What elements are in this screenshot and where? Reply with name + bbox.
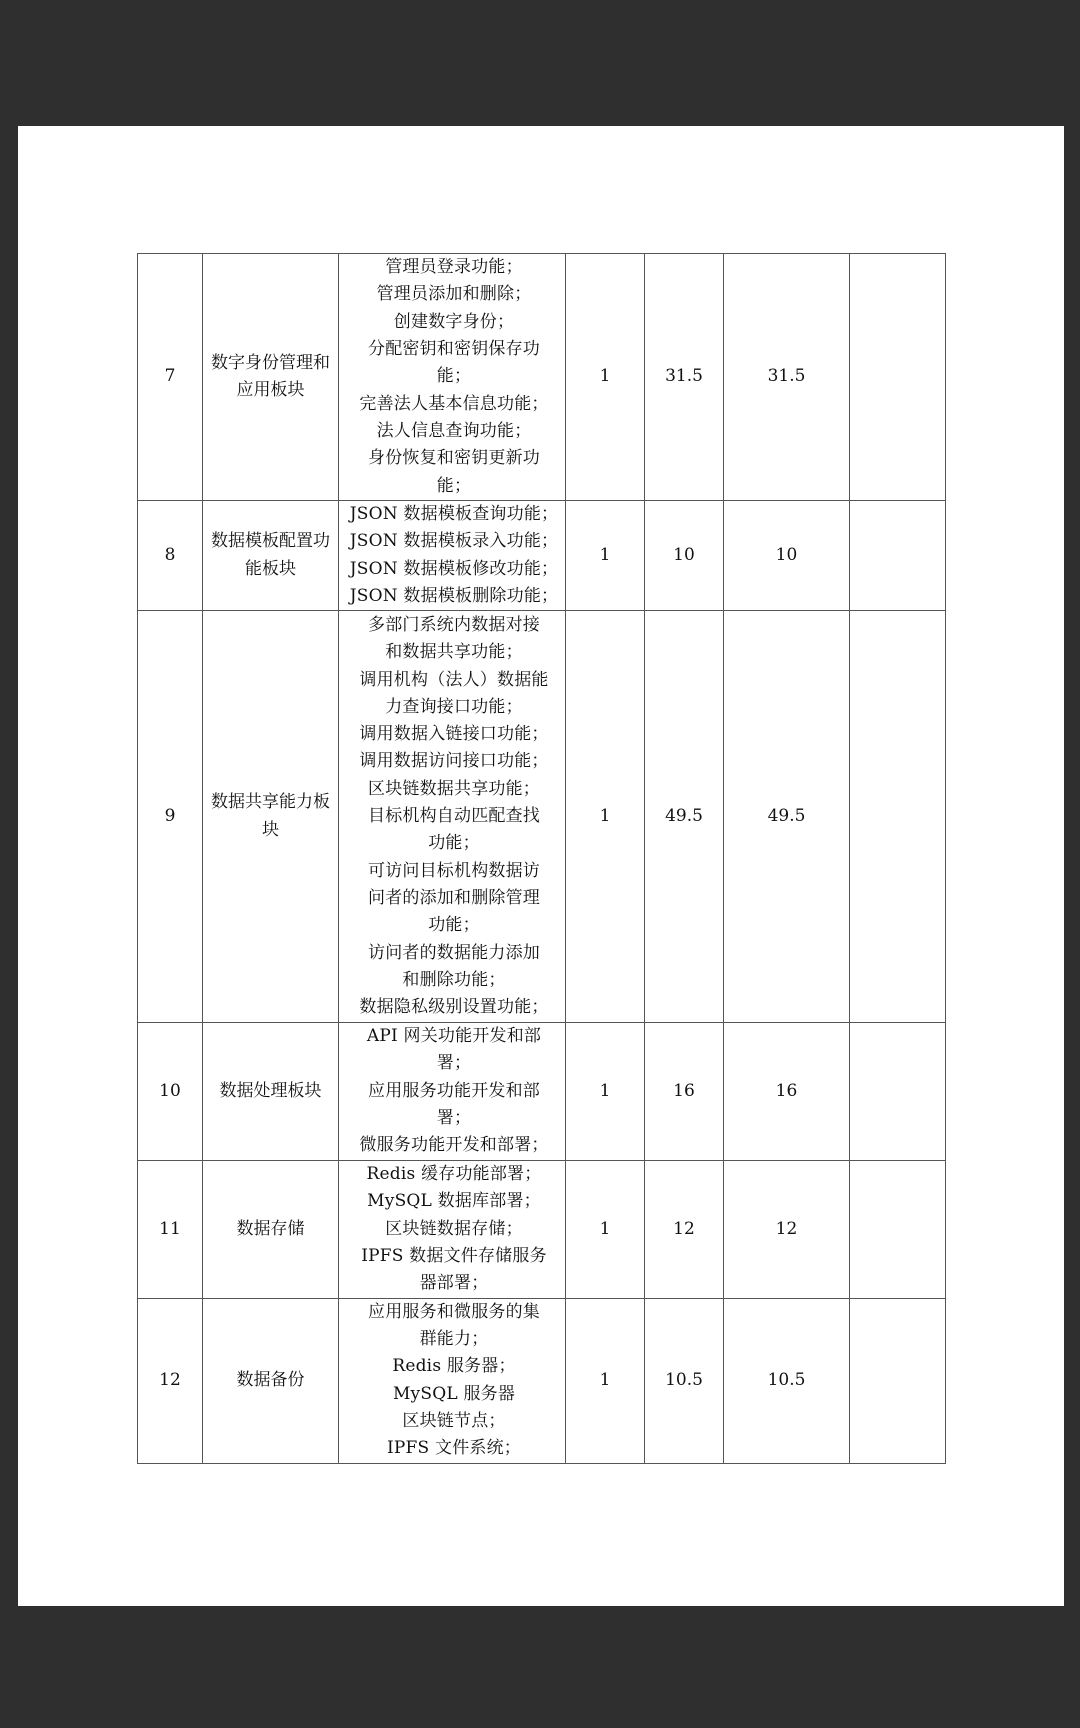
function-line: 器部署； — [419, 1273, 489, 1294]
function-line: 问者的添加和删除管理 — [368, 887, 540, 908]
function-line: JSON 数据模板查询功能； — [349, 504, 559, 524]
total-price: 12 — [724, 1160, 850, 1298]
unit-price: 31.5 — [645, 254, 724, 501]
items-table — [137, 253, 946, 1464]
table-row — [138, 254, 946, 501]
row-number: 7 — [138, 254, 203, 501]
table-row — [138, 611, 946, 1023]
function-line: 目标机构自动匹配查找 — [368, 806, 540, 827]
module-name: 数据共享能力板块 — [203, 611, 339, 1023]
table-row — [138, 1160, 946, 1298]
function-line: 署； — [436, 1053, 472, 1074]
quantity: 1 — [566, 611, 645, 1023]
function-line: 身份恢复和密钥更新功 — [368, 448, 540, 469]
function-line: 法人信息查询功能； — [376, 420, 532, 441]
module-functions — [339, 501, 566, 611]
table-row — [138, 501, 946, 611]
module-functions — [339, 254, 566, 501]
function-line: Redis 服务器； — [392, 1356, 516, 1377]
remark — [850, 611, 946, 1023]
function-line: 管理员登录功能； — [385, 257, 523, 278]
function-line: 区块链节点； — [402, 1410, 506, 1431]
quantity: 1 — [566, 501, 645, 611]
table-row — [138, 1023, 946, 1160]
function-line: 分配密钥和密钥保存功 — [368, 339, 540, 360]
quantity: 1 — [566, 1023, 645, 1160]
function-line: JSON 数据模板修改功能； — [349, 558, 559, 579]
function-line: 能； — [436, 475, 472, 496]
function-line: 应用服务功能开发和部 — [368, 1080, 540, 1101]
table-row — [138, 1298, 946, 1463]
row-number: 10 — [138, 1023, 203, 1160]
function-line: 能； — [436, 366, 472, 387]
module-functions — [339, 1298, 566, 1463]
module-functions — [339, 611, 566, 1023]
function-line: 功能； — [428, 833, 480, 854]
function-line: 可访问目标机构数据访 — [368, 860, 540, 881]
document-page — [18, 126, 1064, 1606]
module-name: 数据处理板块 — [203, 1023, 339, 1160]
function-line: JSON 数据模板删除功能； — [349, 585, 559, 606]
total-price: 10 — [724, 501, 850, 611]
function-line: 和删除功能； — [402, 969, 506, 990]
function-line: 调用数据访问接口功能； — [359, 751, 549, 772]
function-line: API 网关功能开发和部 — [366, 1026, 542, 1047]
remark — [850, 1023, 946, 1160]
remark — [850, 254, 946, 501]
module-name: 数据备份 — [203, 1298, 339, 1463]
function-line: 区块链数据存储； — [385, 1218, 523, 1239]
module-name: 数据模板配置功能板块 — [203, 501, 339, 611]
unit-price: 16 — [645, 1023, 724, 1160]
unit-price: 12 — [645, 1160, 724, 1298]
function-line: 数据隐私级别设置功能； — [359, 997, 549, 1018]
remark — [850, 1160, 946, 1298]
function-line: JSON 数据模板录入功能； — [349, 531, 559, 552]
function-line: 完善法人基本信息功能； — [359, 393, 549, 414]
function-line: 调用数据入链接口功能； — [359, 724, 549, 745]
function-line: 和数据共享功能； — [385, 642, 523, 663]
function-line: MySQL 服务器 — [392, 1383, 516, 1404]
function-line: 群能力； — [419, 1329, 489, 1350]
module-functions — [339, 1160, 566, 1298]
row-number: 8 — [138, 501, 203, 611]
remark — [850, 501, 946, 611]
function-line: 功能； — [428, 915, 480, 936]
function-line: 署； — [436, 1108, 472, 1129]
function-line: 力查询接口功能； — [385, 696, 523, 717]
function-line: IPFS 文件系统； — [387, 1438, 521, 1459]
module-functions — [339, 1023, 566, 1160]
function-line: Redis 缓存功能部署； — [366, 1163, 542, 1184]
function-line: MySQL 数据库部署； — [367, 1191, 541, 1212]
row-number: 9 — [138, 611, 203, 1023]
total-price: 16 — [724, 1023, 850, 1160]
remark — [850, 1298, 946, 1463]
total-price: 49.5 — [724, 611, 850, 1023]
row-number: 12 — [138, 1298, 203, 1463]
row-number: 11 — [138, 1160, 203, 1298]
function-line: 创建数字身份； — [393, 311, 515, 332]
function-line: 区块链数据共享功能； — [368, 778, 540, 799]
quantity: 1 — [566, 1298, 645, 1463]
function-line: 访问者的数据能力添加 — [368, 942, 540, 963]
function-line: IPFS 数据文件存储服务 — [361, 1245, 547, 1266]
unit-price: 49.5 — [645, 611, 724, 1023]
function-line: 应用服务和微服务的集 — [368, 1301, 540, 1322]
module-name: 数据存储 — [203, 1160, 339, 1298]
function-line: 微服务功能开发和部署； — [359, 1135, 549, 1156]
unit-price: 10 — [645, 501, 724, 611]
quantity: 1 — [566, 254, 645, 501]
quantity: 1 — [566, 1160, 645, 1298]
function-line: 多部门系统内数据对接 — [368, 614, 540, 635]
module-name: 数字身份管理和应用板块 — [203, 254, 339, 501]
total-price: 10.5 — [724, 1298, 850, 1463]
total-price: 31.5 — [724, 254, 850, 501]
function-line: 调用机构（法人）数据能 — [359, 669, 549, 690]
function-line: 管理员添加和删除； — [376, 284, 532, 305]
unit-price: 10.5 — [645, 1298, 724, 1463]
